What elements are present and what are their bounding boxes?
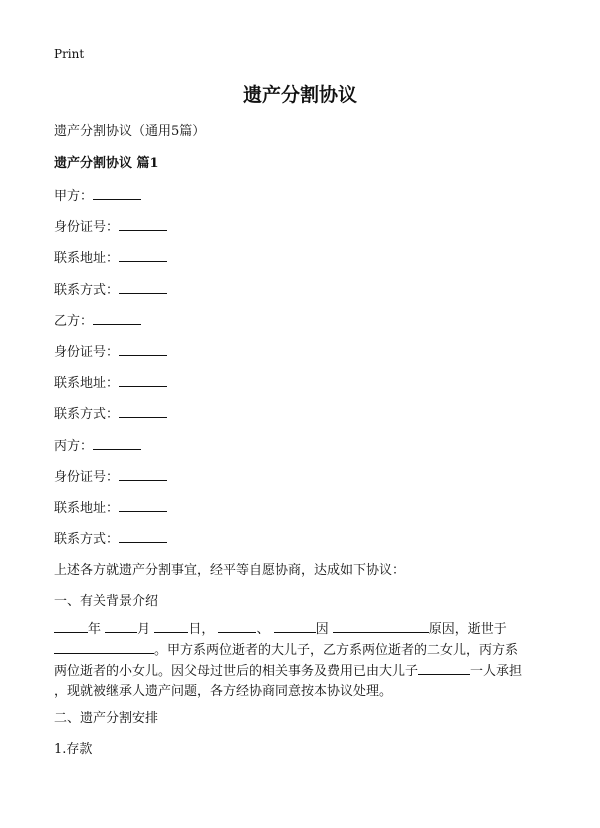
field-label: 联系方式： [54, 283, 120, 298]
field-row [54, 279, 167, 298]
field-row [54, 466, 167, 485]
blank-place[interactable] [54, 640, 154, 654]
heading-background: 一、有关背景介绍 [54, 594, 159, 609]
field-blank[interactable] [119, 342, 167, 356]
item-deposit: 1.存款 [54, 742, 93, 757]
blank-name-2[interactable] [274, 619, 316, 633]
field-blank[interactable] [119, 529, 167, 543]
field-blank[interactable] [119, 467, 167, 481]
field-label: 联系方式： [54, 407, 120, 422]
field-blank[interactable] [119, 498, 167, 512]
field-row [54, 216, 167, 235]
field-row [54, 403, 167, 422]
field-row [54, 435, 141, 454]
field-blank[interactable] [93, 436, 141, 450]
heading-arrangement: 二、遗产分割安排 [54, 711, 159, 726]
blank-name-1[interactable] [218, 619, 256, 633]
blank-year[interactable] [54, 619, 88, 633]
field-label: 联系地址： [54, 376, 120, 391]
field-label: 乙方： [54, 314, 94, 329]
field-blank[interactable] [119, 404, 167, 418]
field-label: 甲方： [54, 189, 94, 204]
field-label: 身份证号： [54, 470, 120, 485]
blank-month[interactable] [105, 619, 137, 633]
field-label: 身份证号： [54, 345, 120, 360]
field-blank[interactable] [119, 373, 167, 387]
field-blank[interactable] [119, 280, 167, 294]
background-paragraph: 年 月 日， 、 因 原因，逝世于 。甲方系两位逝者的大儿子，乙方系两位逝者的二女儿，丙方系 两位逝者的小女儿。因父母过世后的相关事务及费用已由大儿子 一人承担 ，现就被继承人遗产问题，各方经协商同意按本协议处理。 [54, 619, 554, 702]
field-row [54, 310, 141, 329]
field-blank[interactable] [93, 186, 141, 200]
field-label: 丙方： [54, 439, 94, 454]
field-row [54, 185, 141, 204]
section-title: 遗产分割协议 篇1 [54, 156, 159, 171]
field-row [54, 497, 167, 516]
field-row [54, 528, 167, 547]
field-label: 身份证号： [54, 220, 120, 235]
field-row [54, 247, 167, 266]
blank-son-name[interactable] [418, 661, 470, 675]
document-subtitle: 遗产分割协议（通用5篇） [54, 124, 206, 139]
field-blank[interactable] [119, 217, 167, 231]
intro-text: 上述各方就遗产分割事宜，经平等自愿协商，达成如下协议： [54, 563, 406, 578]
document-title: 遗产分割协议 [242, 84, 357, 106]
field-row [54, 372, 167, 391]
field-label: 联系地址： [54, 501, 120, 516]
field-row [54, 341, 167, 360]
field-blank[interactable] [119, 248, 167, 262]
blank-reason[interactable] [333, 619, 429, 633]
blank-day[interactable] [154, 619, 188, 633]
print-link[interactable]: Print [54, 47, 85, 61]
field-label: 联系方式： [54, 532, 120, 547]
field-label: 联系地址： [54, 251, 120, 266]
field-blank[interactable] [93, 311, 141, 325]
